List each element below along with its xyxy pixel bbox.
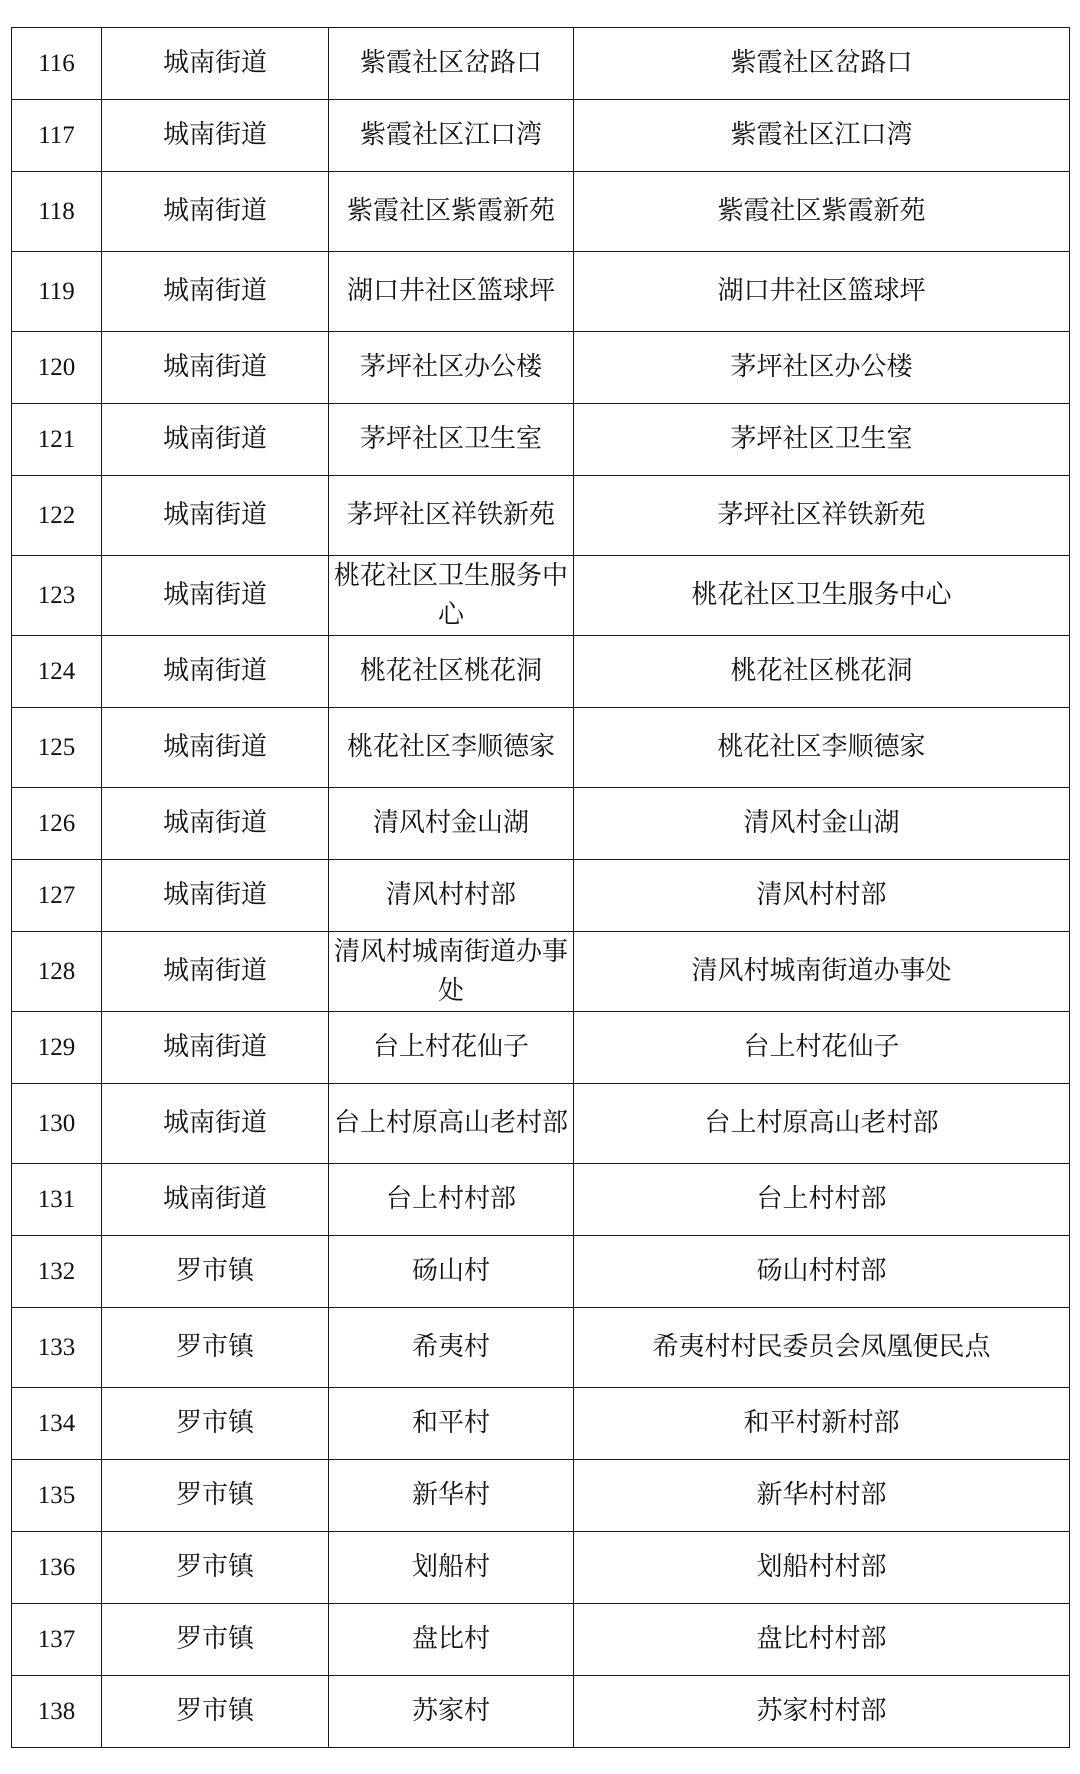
location-cell: 桃花社区李顺德家 (329, 708, 574, 788)
row-number-cell: 134 (12, 1388, 102, 1460)
location-cell: 新华村 (329, 1460, 574, 1532)
address-cell: 台上村原高山老村部 (574, 1084, 1070, 1164)
location-cell: 湖口井社区篮球坪 (329, 252, 574, 332)
street-cell: 城南街道 (102, 28, 329, 100)
address-cell: 茅坪社区卫生室 (574, 404, 1070, 476)
address-cell: 紫霞社区紫霞新苑 (574, 172, 1070, 252)
row-number-cell: 130 (12, 1084, 102, 1164)
location-cell: 清风村村部 (329, 860, 574, 932)
table-row (12, 1460, 1070, 1532)
row-number-cell: 138 (12, 1676, 102, 1748)
row-number-cell: 126 (12, 788, 102, 860)
row-number-cell: 124 (12, 636, 102, 708)
row-number-cell: 135 (12, 1460, 102, 1532)
address-cell: 湖口井社区篮球坪 (574, 252, 1070, 332)
street-cell: 罗市镇 (102, 1308, 329, 1388)
street-cell: 城南街道 (102, 1164, 329, 1236)
address-cell: 划船村村部 (574, 1532, 1070, 1604)
address-cell: 紫霞社区岔路口 (574, 28, 1070, 100)
table-row (12, 404, 1070, 476)
address-cell: 和平村新村部 (574, 1388, 1070, 1460)
row-number-cell: 133 (12, 1308, 102, 1388)
address-cell: 希夷村村民委员会凤凰便民点 (574, 1308, 1070, 1388)
row-number-cell: 120 (12, 332, 102, 404)
table-row (12, 708, 1070, 788)
street-cell: 罗市镇 (102, 1604, 329, 1676)
row-number-cell: 132 (12, 1236, 102, 1308)
address-cell: 苏家村村部 (574, 1676, 1070, 1748)
table-row (12, 172, 1070, 252)
address-cell: 桃花社区卫生服务中心 (574, 556, 1070, 636)
table-row (12, 252, 1070, 332)
address-cell: 桃花社区李顺德家 (574, 708, 1070, 788)
row-number-cell: 121 (12, 404, 102, 476)
row-number-cell: 118 (12, 172, 102, 252)
location-cell: 台上村花仙子 (329, 1012, 574, 1084)
location-cell: 和平村 (329, 1388, 574, 1460)
site-table-body (12, 28, 1070, 1748)
street-cell: 罗市镇 (102, 1388, 329, 1460)
site-table (11, 27, 1070, 1748)
street-cell: 罗市镇 (102, 1460, 329, 1532)
location-cell: 茅坪社区祥铁新苑 (329, 476, 574, 556)
table-row (12, 1084, 1070, 1164)
table-row (12, 860, 1070, 932)
row-number-cell: 122 (12, 476, 102, 556)
address-cell: 砀山村村部 (574, 1236, 1070, 1308)
street-cell: 罗市镇 (102, 1532, 329, 1604)
location-cell: 划船村 (329, 1532, 574, 1604)
street-cell: 城南街道 (102, 252, 329, 332)
location-cell: 苏家村 (329, 1676, 574, 1748)
location-cell: 桃花社区桃花洞 (329, 636, 574, 708)
table-row (12, 1604, 1070, 1676)
address-cell: 清风村金山湖 (574, 788, 1070, 860)
table-row (12, 1308, 1070, 1388)
table-row (12, 788, 1070, 860)
street-cell: 城南街道 (102, 932, 329, 1012)
street-cell: 城南街道 (102, 100, 329, 172)
table-row (12, 332, 1070, 404)
address-cell: 桃花社区桃花洞 (574, 636, 1070, 708)
location-cell: 桃花社区卫生服务中心 (329, 556, 574, 636)
row-number-cell: 116 (12, 28, 102, 100)
address-cell: 盘比村村部 (574, 1604, 1070, 1676)
street-cell: 城南街道 (102, 476, 329, 556)
location-cell: 茅坪社区办公楼 (329, 332, 574, 404)
location-cell: 紫霞社区江口湾 (329, 100, 574, 172)
location-cell: 盘比村 (329, 1604, 574, 1676)
table-row (12, 1012, 1070, 1084)
row-number-cell: 137 (12, 1604, 102, 1676)
row-number-cell: 131 (12, 1164, 102, 1236)
row-number-cell: 119 (12, 252, 102, 332)
street-cell: 城南街道 (102, 1084, 329, 1164)
location-cell: 砀山村 (329, 1236, 574, 1308)
street-cell: 城南街道 (102, 1012, 329, 1084)
row-number-cell: 117 (12, 100, 102, 172)
table-row (12, 1676, 1070, 1748)
location-cell: 清风村金山湖 (329, 788, 574, 860)
table-row (12, 1236, 1070, 1308)
location-cell: 清风村城南街道办事处 (329, 932, 574, 1012)
table-row (12, 636, 1070, 708)
location-cell: 台上村村部 (329, 1164, 574, 1236)
street-cell: 城南街道 (102, 788, 329, 860)
row-number-cell: 129 (12, 1012, 102, 1084)
address-cell: 茅坪社区祥铁新苑 (574, 476, 1070, 556)
table-row (12, 932, 1070, 1012)
row-number-cell: 127 (12, 860, 102, 932)
table-row (12, 556, 1070, 636)
row-number-cell: 136 (12, 1532, 102, 1604)
location-cell: 希夷村 (329, 1308, 574, 1388)
street-cell: 罗市镇 (102, 1236, 329, 1308)
address-cell: 茅坪社区办公楼 (574, 332, 1070, 404)
street-cell: 城南街道 (102, 860, 329, 932)
street-cell: 罗市镇 (102, 1676, 329, 1748)
address-cell: 新华村村部 (574, 1460, 1070, 1532)
address-cell: 紫霞社区江口湾 (574, 100, 1070, 172)
address-cell: 台上村花仙子 (574, 1012, 1070, 1084)
location-cell: 紫霞社区岔路口 (329, 28, 574, 100)
address-cell: 台上村村部 (574, 1164, 1070, 1236)
location-cell: 紫霞社区紫霞新苑 (329, 172, 574, 252)
table-row (12, 476, 1070, 556)
location-cell: 茅坪社区卫生室 (329, 404, 574, 476)
street-cell: 城南街道 (102, 556, 329, 636)
row-number-cell: 123 (12, 556, 102, 636)
table-row (12, 100, 1070, 172)
street-cell: 城南街道 (102, 332, 329, 404)
row-number-cell: 128 (12, 932, 102, 1012)
location-cell: 台上村原高山老村部 (329, 1084, 574, 1164)
table-row (12, 1532, 1070, 1604)
address-cell: 清风村村部 (574, 860, 1070, 932)
address-cell: 清风村城南街道办事处 (574, 932, 1070, 1012)
table-row (12, 1164, 1070, 1236)
street-cell: 城南街道 (102, 708, 329, 788)
table-row (12, 28, 1070, 100)
street-cell: 城南街道 (102, 172, 329, 252)
street-cell: 城南街道 (102, 404, 329, 476)
street-cell: 城南街道 (102, 636, 329, 708)
row-number-cell: 125 (12, 708, 102, 788)
table-row (12, 1388, 1070, 1460)
